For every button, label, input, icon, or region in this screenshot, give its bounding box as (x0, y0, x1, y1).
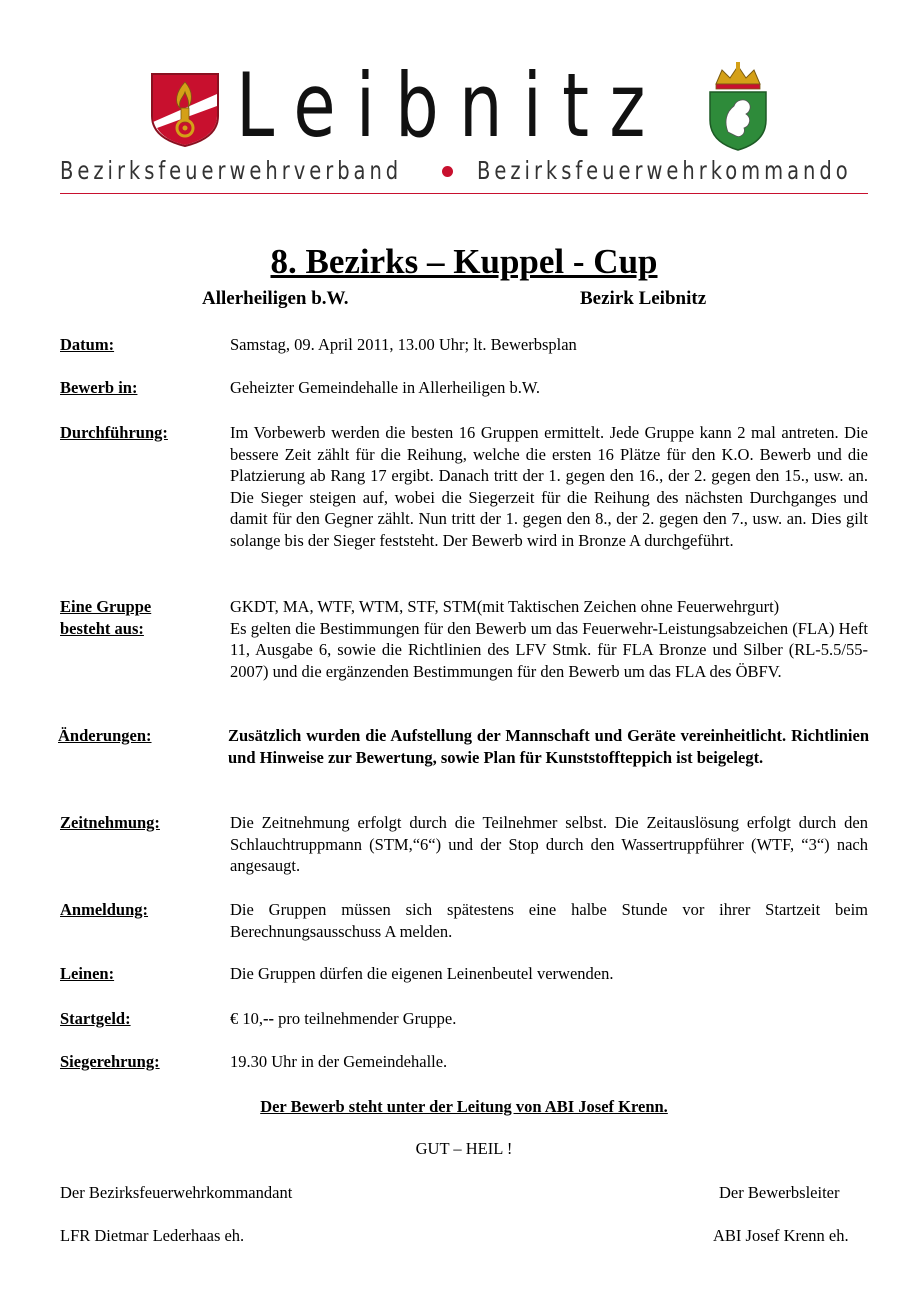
header-rule (60, 193, 868, 194)
page-title: 8. Bezirks – Kuppel - Cup (270, 242, 658, 281)
organization-subline (60, 154, 880, 188)
startgeld-dashes: -- (263, 1009, 274, 1028)
value-siegerehrung: 19.30 Uhr in der Gemeindehalle. (230, 1052, 448, 1071)
value-datum: Samstag, 09. April 2011, 13.00 Uhr; lt. Bewerbsplan (230, 335, 577, 354)
subline-left: Bezirksfeuerwehrverband (60, 156, 403, 185)
value-anmeldung: Die Gruppen müssen sich spätestens eine halbe Stunde vor ihrer Startzeit beim Berechnungsausschuss A melden. (230, 900, 868, 941)
value-eine-gruppe (230, 596, 868, 682)
value-leinen: Die Gruppen dürfen die eigenen Leinenbeutel verwenden. (230, 964, 614, 983)
value-bewerb-in: Geheizter Gemeindehalle in Allerheiligen b.W. (230, 378, 541, 397)
label-startgeld: Startgeld: (60, 1009, 131, 1028)
label-aenderungen: Änderungen: (58, 726, 152, 745)
separator-dot-icon (442, 166, 453, 177)
signature-left-role: Der Bezirksfeuerwehrkommandant (60, 1183, 293, 1202)
startgeld-suffix: pro teilnehmender Gruppe. (274, 1009, 457, 1028)
signature-left-name: LFR Dietmar Lederhaas eh. (60, 1226, 245, 1245)
label-leinen: Leinen: (60, 964, 115, 983)
label-eine-gruppe-line1: Eine Gruppe (60, 597, 152, 616)
label-anmeldung: Anmeldung: (60, 900, 149, 919)
label-eine-gruppe-line2: besteht aus: (60, 618, 144, 638)
location-right: Bezirk Leibnitz (580, 288, 707, 309)
subline-right: Bezirksfeuerwehrkommando (477, 156, 852, 185)
label-bewerb-in: Bewerb in: (60, 378, 138, 397)
label-durchfuehrung: Durchführung: (60, 423, 168, 442)
brand-wordmark: Leibnitz (236, 54, 666, 157)
location-left: Allerheiligen b.W. (202, 288, 349, 309)
leader-line: Der Bewerb steht unter der Leitung von ABI Josef Krenn. (260, 1097, 668, 1116)
fire-brigade-emblem-icon (150, 72, 220, 148)
label-siegerehrung: Siegerehrung: (60, 1052, 160, 1071)
signature-right-name: ABI Josef Krenn eh. (713, 1226, 849, 1245)
value-aenderungen: Zusätzlich wurden die Aufstellung der Mannschaft und Geräte vereinheitlicht. Richtlinien und Hinweise zur Bewertung, sowie Plan für Kunststoffteppich ist beigelegt. (228, 726, 869, 767)
signature-right-role: Der Bewerbsleiter (719, 1183, 840, 1202)
value-durchfuehrung: Im Vorbewerb werden die besten 16 Gruppen ermittelt. Jede Gruppe kann 2 mal antreten. Die bessere Zeit zählt für die Reihung, welche die ersten 16 Plätze für den K.O. Bewerb und die Platzierung ab Rang 17 ergibt. Danach tritt der 1. gegen den 16., der 2. gegen den 15., usw. an. Die Sieger steigen auf, wobei die Siegerzeit für die Reihung des nächsten Durchganges und damit für den Gegner zählt. Nun tritt der 1. gegen den 8., der 2. gegen den 7., usw. an. Dies gilt solange bis der Sieger feststeht. Der Bewerb wird in Bronze A durchgeführt. (230, 423, 868, 550)
value-zeitnehmung: Die Zeitnehmung erfolgt durch die Teilnehmer selbst. Die Zeitauslösung erfolgt durch den Schlauchtruppmann (STM,“6“) und der Stop durch den Wassertruppführer (WTF, “3“) nach angesaugt. (230, 813, 868, 875)
startgeld-amount: € 10, (230, 1009, 263, 1028)
value-eine-gruppe-rules: Es gelten die Bestimmungen für den Bewerb um das Feuerwehr-Leistungsabzeichen (FLA) Heft 11, Ausgabe 6, sowie die Richtlinien des LFV Stmk. für FLA Bronze und Silber (RL-5.5/55-2007) und die ergänzenden Bestimmungen für den Bewerb um das FLA des ÖBFV. (230, 618, 868, 681)
label-zeitnehmung: Zeitnehmung: (60, 813, 160, 832)
value-startgeld (230, 1008, 868, 1030)
label-datum: Datum: (60, 335, 115, 354)
label-eine-gruppe (60, 596, 225, 639)
greeting: GUT – HEIL ! (415, 1139, 513, 1158)
styria-coat-of-arms-icon (706, 62, 770, 152)
value-eine-gruppe-members: GKDT, MA, WTF, WTM, STF, STM(mit Taktischen Zeichen ohne Feuerwehrgurt) (230, 597, 780, 616)
